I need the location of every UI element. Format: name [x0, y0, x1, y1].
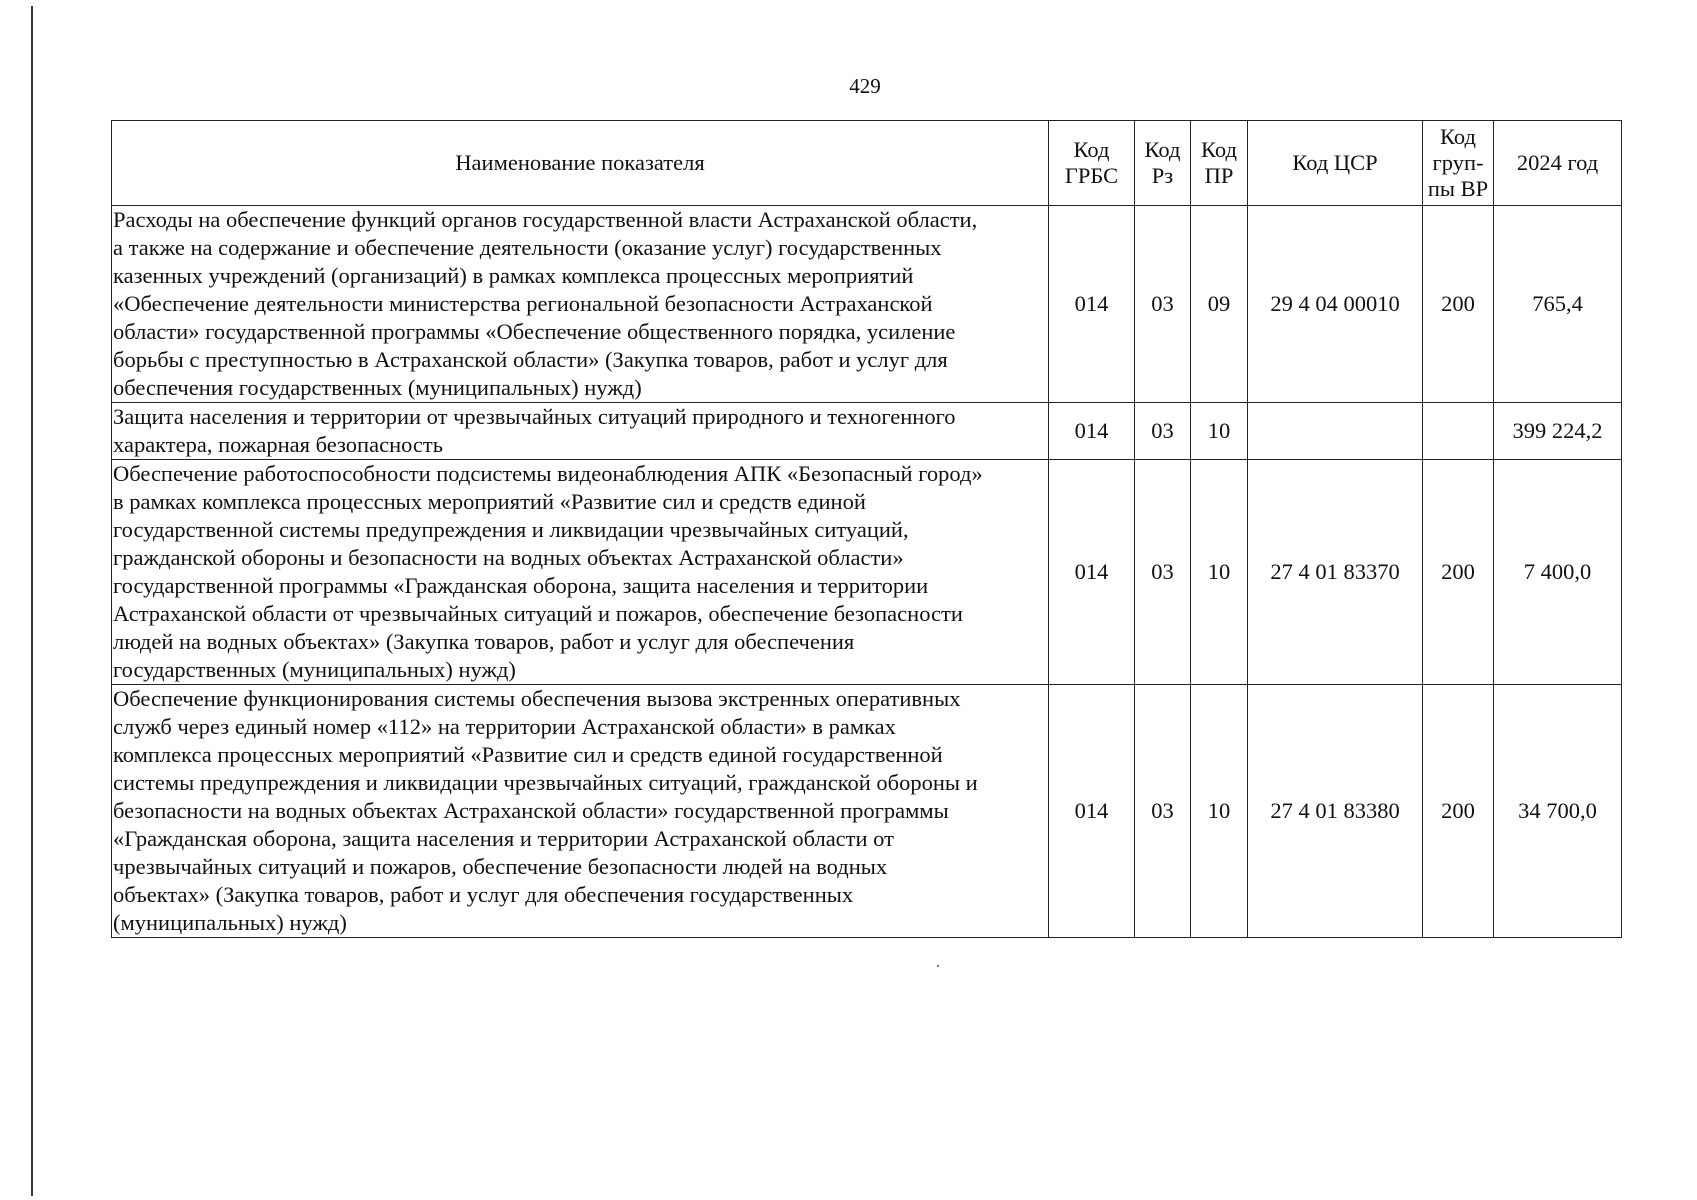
row-amount: 7 400,0 [1494, 460, 1622, 685]
row-csr: 29 4 04 00010 [1248, 206, 1423, 403]
row-vr: 200 [1423, 460, 1494, 685]
row-pr: 10 [1191, 685, 1248, 938]
row-grbs: 014 [1049, 460, 1135, 685]
row-grbs: 014 [1049, 403, 1135, 460]
table-row [112, 206, 1622, 403]
scan-speck [937, 965, 939, 967]
header-rz: Код Рз [1135, 121, 1191, 206]
row-rz: 03 [1135, 460, 1191, 685]
row-name: Расходы на обеспечение функций органов государственной власти Астраханской области, а также на содержание и обеспечение деятельности (оказание услуг) государственных казенных учреждений (организаций) в рамках комплекса процессных мероприятий «Обеспечение деятельности министерства региональной безопасности Астраханской области» государственной программы «Обеспечение общественного порядка, усиление борьбы с преступностью в Астраханской области» (Закупка товаров, работ и услуг для обеспечения государственных (муниципальных) нужд) [112, 206, 1049, 403]
page-number: 429 [849, 74, 881, 98]
row-vr: 200 [1423, 206, 1494, 403]
header-grbs: Код ГРБС [1049, 121, 1135, 206]
row-vr [1423, 403, 1494, 460]
row-name: Обеспечение функционирования системы обеспечения вызова экстренных оперативных служб через единый номер «112» на территории Астраханской области» в рамках комплекса процессных мероприятий «Развитие сил и средств единой государственной системы предупреждения и ликвидации чрезвычайных ситуаций, гражданской обороны и безопасности на водных объектах Астраханской области» государственной программы «Гражданская оборона, защита населения и территории Астраханской области от чрезвычайных ситуаций и пожаров, обеспечение безопасности людей на водных объектах» (Закупка товаров, работ и услуг для обеспечения государственных (муниципальных) нужд) [112, 685, 1049, 938]
budget-table [111, 120, 1622, 938]
row-rz: 03 [1135, 403, 1191, 460]
header-pr: Код ПР [1191, 121, 1248, 206]
header-name: Наименование показателя [112, 121, 1049, 206]
row-pr: 10 [1191, 403, 1248, 460]
header-csr: Код ЦСР [1248, 121, 1423, 206]
row-amount: 399 224,2 [1494, 403, 1622, 460]
row-rz: 03 [1135, 685, 1191, 938]
row-grbs: 014 [1049, 685, 1135, 938]
row-csr [1248, 403, 1423, 460]
row-grbs: 014 [1049, 206, 1135, 403]
row-pr: 09 [1191, 206, 1248, 403]
header-year: 2024 год [1494, 121, 1622, 206]
left-margin-rule [31, 6, 33, 1196]
row-amount: 765,4 [1494, 206, 1622, 403]
row-vr: 200 [1423, 685, 1494, 938]
row-pr: 10 [1191, 460, 1248, 685]
row-name: Обеспечение работоспособности подсистемы видеонаблюдения АПК «Безопасный город» в рамках комплекса процессных мероприятий «Развитие сил и средств единой государственной системы предупреждения и ликвидации чрезвычайных ситуаций, гражданской обороны и безопасности на водных объектах Астраханской области» государственной программы «Гражданская оборона, защита населения и территории Астраханской области от чрезвычайных ситуаций и пожаров, обеспечение безопасности людей на водных объектах» (Закупка товаров, работ и услуг для обеспечения государственных (муниципальных) нужд) [112, 460, 1049, 685]
row-name: Защита населения и территории от чрезвычайных ситуаций природного и техногенного характера, пожарная безопасность [112, 403, 1049, 460]
header-vr: Код груп- пы ВР [1423, 121, 1494, 206]
table-header-row [112, 121, 1622, 206]
row-csr: 27 4 01 83380 [1248, 685, 1423, 938]
table-row [112, 460, 1622, 685]
row-amount: 34 700,0 [1494, 685, 1622, 938]
row-csr: 27 4 01 83370 [1248, 460, 1423, 685]
table-row [112, 403, 1622, 460]
row-rz: 03 [1135, 206, 1191, 403]
table-row [112, 685, 1622, 938]
